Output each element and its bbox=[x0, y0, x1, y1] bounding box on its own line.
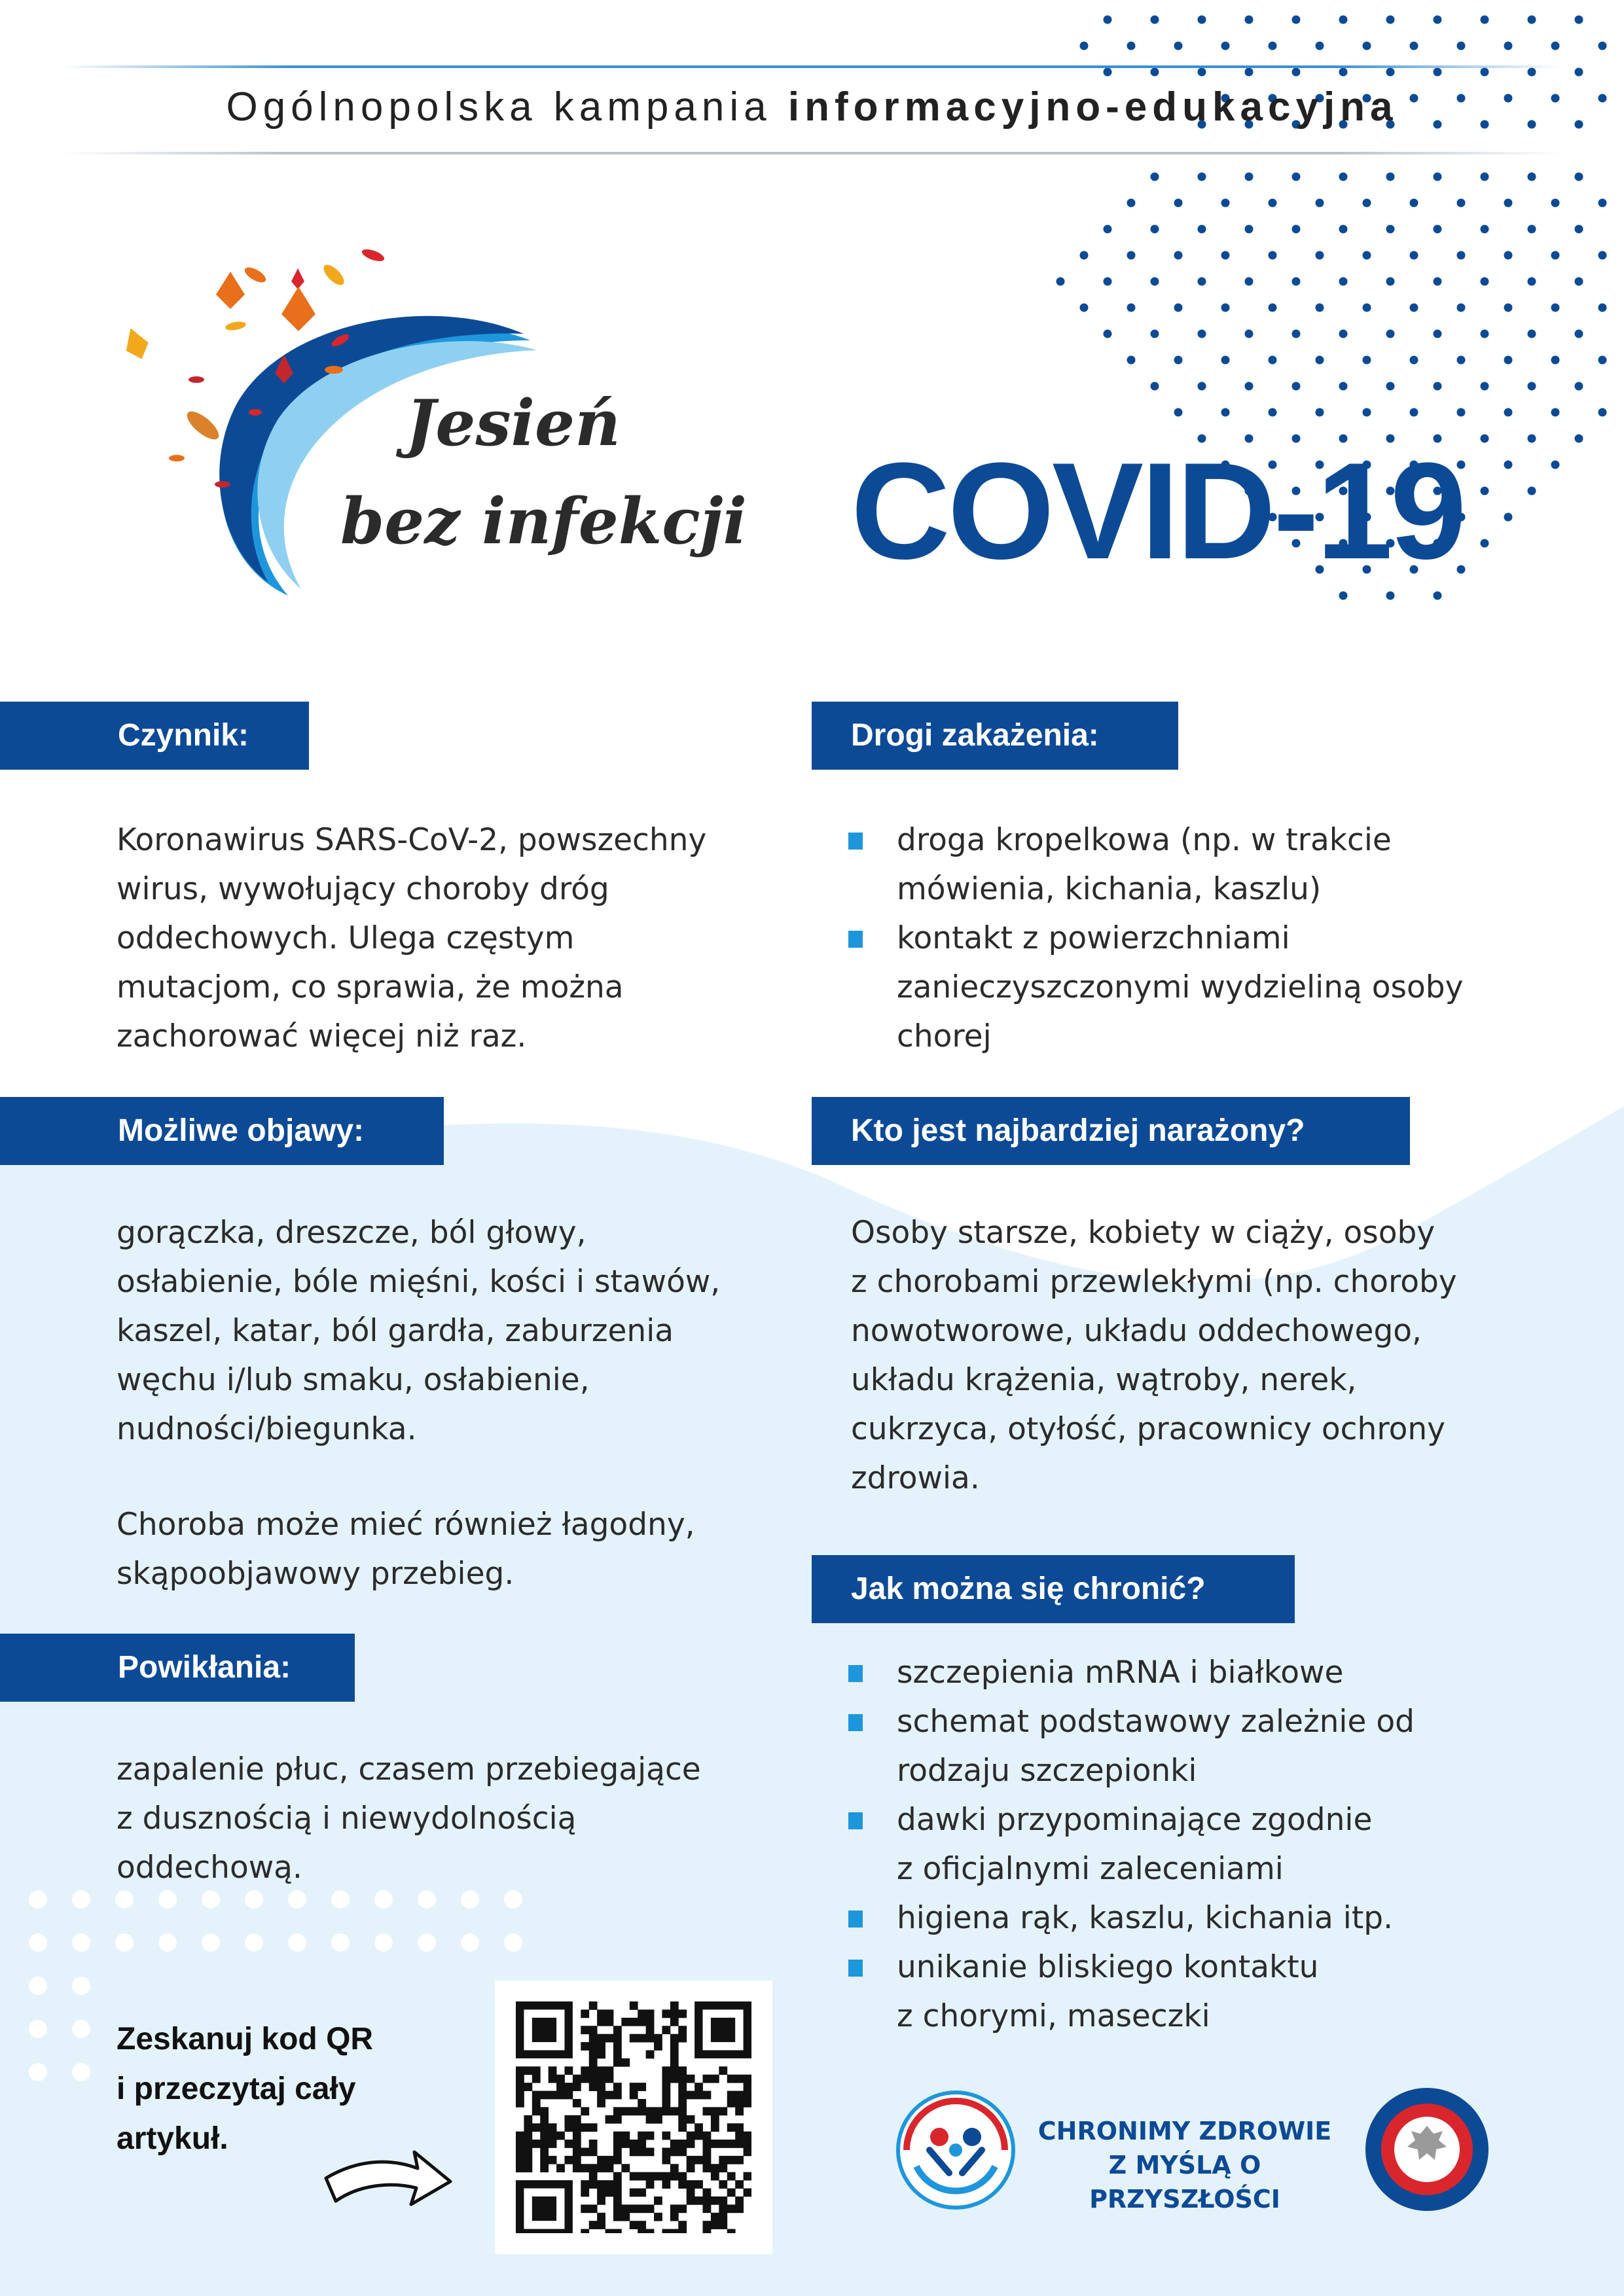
pattern-dot bbox=[1104, 225, 1112, 234]
pattern-dot bbox=[1198, 382, 1206, 391]
pattern-dot bbox=[1575, 330, 1583, 338]
pattern-dot bbox=[1127, 251, 1136, 260]
pattern-dot bbox=[1104, 330, 1112, 338]
pattern-dot bbox=[1551, 461, 1560, 469]
pattern-dot bbox=[1598, 251, 1607, 260]
pattern-dot bbox=[1174, 356, 1183, 365]
pattern-dot bbox=[1151, 382, 1159, 391]
pattern-dot bbox=[1575, 173, 1583, 181]
pattern-dot bbox=[1481, 278, 1489, 286]
pattern-dot bbox=[1339, 592, 1348, 600]
pattern-dot bbox=[1410, 251, 1418, 260]
pattern-dot bbox=[1481, 539, 1489, 548]
pattern-dot bbox=[1316, 42, 1324, 50]
footer-motto: CHRONIMY ZDROWIE Z MYŚLĄ O PRZYSZŁOŚCI bbox=[1038, 2117, 1332, 2214]
pattern-dot bbox=[1339, 173, 1348, 181]
pattern-dot bbox=[1151, 173, 1159, 181]
pattern-dot bbox=[1551, 42, 1560, 50]
pattern-dot bbox=[1457, 251, 1466, 260]
pattern-dot bbox=[1481, 68, 1489, 77]
pattern-dot bbox=[1481, 487, 1489, 495]
pattern-dot bbox=[1104, 68, 1112, 77]
pattern-dot bbox=[72, 2063, 90, 2081]
pattern-dot bbox=[1481, 173, 1489, 181]
pattern-dot bbox=[1221, 356, 1230, 365]
pattern-dot bbox=[1434, 16, 1442, 24]
czynnik-text: Koronawirus SARS-CoV-2, powszechny wirus, wywołujący choroby dróg oddechowych. Ulega częstym mutacjom, co sprawia, że można zachorować więcej niż raz. bbox=[117, 822, 707, 1054]
section-label-narazony: Kto jest najbardziej narażony? bbox=[812, 1097, 1410, 1165]
pattern-dot bbox=[461, 1890, 479, 1909]
pattern-dot bbox=[1292, 278, 1301, 286]
qr-code[interactable] bbox=[495, 1981, 772, 2254]
list-item bbox=[848, 914, 1463, 1061]
pattern-dot bbox=[1481, 330, 1489, 338]
pattern-dot bbox=[1198, 278, 1206, 286]
pattern-dot bbox=[1245, 330, 1254, 338]
pattern-dot bbox=[1434, 68, 1442, 77]
pattern-dot bbox=[1457, 356, 1466, 365]
bullet-square-icon bbox=[848, 1665, 863, 1682]
drogi-list bbox=[848, 816, 1463, 1061]
pattern-dot bbox=[1316, 304, 1324, 312]
pattern-dot bbox=[1316, 356, 1324, 365]
header-bottom-line bbox=[63, 152, 1562, 154]
pattern-dot bbox=[1528, 278, 1536, 286]
pattern-dot bbox=[158, 1933, 177, 1952]
pattern-dot bbox=[115, 1890, 134, 1909]
pattern-dot bbox=[72, 1933, 90, 1952]
pattern-dot bbox=[1339, 330, 1348, 338]
pattern-dot bbox=[1339, 278, 1348, 286]
pattern-dot bbox=[1080, 42, 1089, 50]
pattern-dot bbox=[1363, 251, 1371, 260]
bullet-square-icon bbox=[848, 931, 863, 948]
pattern-dot bbox=[29, 1890, 47, 1909]
pattern-dot bbox=[1410, 42, 1418, 50]
pattern-dot bbox=[1528, 68, 1536, 77]
pattern-dot bbox=[1269, 251, 1277, 260]
pattern-dot bbox=[1363, 408, 1371, 417]
pattern-dot bbox=[1316, 408, 1324, 417]
pattern-dot bbox=[288, 1890, 306, 1909]
pattern-dot bbox=[1598, 42, 1607, 50]
pattern-dot bbox=[1386, 382, 1395, 391]
pattern-dot bbox=[1528, 382, 1536, 391]
bullet-square-icon bbox=[848, 1812, 863, 1829]
pattern-dot bbox=[1221, 42, 1230, 50]
pattern-dot bbox=[1528, 225, 1536, 234]
pattern-dot bbox=[1339, 225, 1348, 234]
pattern-dot bbox=[1598, 408, 1607, 417]
pattern-dot bbox=[1221, 304, 1230, 312]
pattern-dot bbox=[1221, 251, 1230, 260]
pattern-dot bbox=[1504, 356, 1513, 365]
pattern-dot bbox=[1551, 199, 1560, 207]
pattern-dot bbox=[1292, 16, 1301, 24]
pattern-dot bbox=[1245, 382, 1254, 391]
pattern-dot bbox=[1339, 16, 1348, 24]
pattern-dot bbox=[1198, 225, 1206, 234]
chronic-list bbox=[848, 1648, 1415, 2041]
pattern-dot bbox=[72, 2020, 90, 2038]
pattern-dot bbox=[1316, 199, 1324, 207]
pattern-dot bbox=[1457, 42, 1466, 50]
pattern-dot bbox=[1575, 278, 1583, 286]
pattern-dot bbox=[1292, 382, 1301, 391]
pattern-dot bbox=[1575, 435, 1583, 443]
narazony-text: Osoby starsze, kobiety w ciąży, osoby z chorobami przewlekłymi (np. choroby nowotworowe, układu oddechowego, układu krążenia, wątroby, nerek, cukrzyca, otyłość, pracownicy ochrony zdrowia. bbox=[851, 1215, 1457, 1496]
pattern-dot bbox=[1221, 408, 1230, 417]
list-item bbox=[848, 816, 1463, 914]
arrow-right-icon bbox=[319, 2132, 457, 2211]
bullet-square-icon bbox=[848, 1910, 863, 1928]
pattern-dot bbox=[1198, 16, 1206, 24]
section-label-drogi: Drogi zakażenia: bbox=[812, 702, 1178, 770]
pattern-dot bbox=[1598, 199, 1607, 207]
pattern-dot bbox=[1434, 330, 1442, 338]
list-item bbox=[848, 1943, 1415, 2041]
list-item bbox=[848, 1697, 1415, 1795]
pattern-dot bbox=[1151, 278, 1159, 286]
pattern-dot bbox=[1198, 330, 1206, 338]
qr-call-to-action: Zeskanuj kod QR i przeczytaj cały artykuł. bbox=[117, 2022, 374, 2156]
pattern-dot bbox=[1386, 68, 1395, 77]
pattern-dot bbox=[1245, 278, 1254, 286]
logo-text-line2: bez infekcji bbox=[340, 484, 747, 558]
pattern-dot bbox=[29, 2020, 47, 2038]
bullet-square-icon bbox=[848, 1960, 863, 1977]
pattern-dot bbox=[245, 1933, 263, 1952]
pattern-dot bbox=[1127, 356, 1136, 365]
pattern-dot bbox=[1386, 592, 1395, 600]
pattern-dot bbox=[331, 1890, 350, 1909]
pattern-dot bbox=[158, 1890, 177, 1909]
pattern-dot bbox=[245, 1890, 263, 1909]
pattern-dot bbox=[461, 1933, 479, 1952]
pattern-dot bbox=[418, 1933, 436, 1952]
pattern-dot bbox=[1575, 225, 1583, 234]
pattern-dot bbox=[1339, 382, 1348, 391]
list-item bbox=[848, 1893, 1415, 1943]
pattern-dot bbox=[1504, 513, 1513, 522]
pattern-dot bbox=[1174, 304, 1183, 312]
page-title: COVID-19 bbox=[851, 434, 1464, 588]
pattern-dot bbox=[288, 1933, 306, 1952]
pattern-dot bbox=[1528, 16, 1536, 24]
pattern-dot bbox=[1410, 356, 1418, 365]
pattern-dot bbox=[1481, 435, 1489, 443]
pattern-dot bbox=[1504, 251, 1513, 260]
pattern-dot bbox=[29, 1933, 47, 1952]
logo-text-line1: Jesień bbox=[406, 386, 621, 460]
pattern-dot bbox=[1504, 199, 1513, 207]
pattern-dot bbox=[1434, 278, 1442, 286]
objawy-text: gorączka, dreszcze, ból głowy, osłabienie, bóle mięśni, kości i stawów, kaszel, katar, ból gardła, zaburzenia węchu i/lub smaku, osłabienie, nudności/biegunka. bbox=[117, 1215, 721, 1447]
section-label-powiklania: Powikłania: bbox=[0, 1634, 355, 1702]
pattern-dot bbox=[1504, 461, 1513, 469]
pattern-dot bbox=[1056, 278, 1065, 286]
pattern-dot bbox=[29, 1977, 47, 1995]
pattern-dot bbox=[1434, 173, 1442, 181]
powiklania-text: zapalenie płuc, czasem przebiegające z dusznością i niewydolnością oddechową. bbox=[117, 1751, 701, 1886]
pattern-dot bbox=[1151, 68, 1159, 77]
pattern-dot bbox=[1221, 199, 1230, 207]
pattern-dot bbox=[1481, 382, 1489, 391]
pattern-dot bbox=[1457, 304, 1466, 312]
pattern-dot bbox=[418, 1890, 436, 1909]
pattern-dot bbox=[1269, 408, 1277, 417]
state-sanitary-inspection-seal-icon bbox=[1363, 2085, 1491, 2214]
pattern-dot bbox=[115, 1933, 134, 1952]
pattern-dot bbox=[1575, 16, 1583, 24]
pattern-dot bbox=[1410, 199, 1418, 207]
list-item-text: droga kropelkowa (np. w trakcie mówienia, kichania, kaszlu) bbox=[897, 822, 1392, 907]
pattern-dot bbox=[1245, 68, 1254, 77]
list-item-text: unikanie bliskiego kontaktu z chorymi, maseczki bbox=[897, 1949, 1319, 2034]
qr-code-icon bbox=[516, 2001, 751, 2233]
pattern-dot bbox=[1457, 408, 1466, 417]
pattern-dot bbox=[1198, 173, 1206, 181]
pattern-dot bbox=[1174, 408, 1183, 417]
list-item-text: higiena rąk, kaszlu, kichania itp. bbox=[897, 1900, 1394, 1936]
chronimy-zdrowie-logo-icon bbox=[893, 2088, 1018, 2212]
pattern-dot bbox=[1174, 251, 1183, 260]
pattern-dot bbox=[202, 1890, 220, 1909]
pattern-dot bbox=[1151, 225, 1159, 234]
pattern-dot bbox=[1127, 42, 1136, 50]
pattern-dot bbox=[1528, 487, 1536, 495]
pattern-dot bbox=[1410, 408, 1418, 417]
pattern-dot bbox=[1528, 173, 1536, 181]
list-item bbox=[848, 1795, 1415, 1893]
pattern-dot bbox=[1457, 199, 1466, 207]
pattern-dot bbox=[1316, 251, 1324, 260]
pattern-dot bbox=[1551, 408, 1560, 417]
pattern-dot bbox=[72, 1977, 90, 1995]
bullet-square-icon bbox=[848, 833, 863, 850]
pattern-dot bbox=[1481, 225, 1489, 234]
pattern-dot bbox=[1080, 304, 1089, 312]
pattern-dot bbox=[1104, 16, 1112, 24]
pattern-dot bbox=[1174, 42, 1183, 50]
pattern-dot bbox=[1292, 173, 1301, 181]
pattern-dot bbox=[1151, 330, 1159, 338]
pattern-dot bbox=[504, 1933, 522, 1952]
pattern-dot bbox=[1551, 251, 1560, 260]
pattern-dot bbox=[1292, 330, 1301, 338]
pattern-dot bbox=[72, 1890, 90, 1909]
pattern-dot bbox=[1198, 68, 1206, 77]
pattern-dot bbox=[1245, 225, 1254, 234]
pattern-dot bbox=[202, 1933, 220, 1952]
pattern-dot bbox=[1363, 199, 1371, 207]
pattern-dot bbox=[1551, 356, 1560, 365]
objawy-note: Choroba może mieć również łagodny, skąpoobjawowy przebieg. bbox=[117, 1507, 695, 1592]
pattern-dot bbox=[1363, 304, 1371, 312]
pattern-dot bbox=[504, 1890, 522, 1909]
campaign-heading-bold: informacyjno-edukacyjna bbox=[787, 84, 1398, 130]
pattern-dot bbox=[1434, 225, 1442, 234]
list-item-text: kontakt z powierzchniami zanieczyszczonymi wydzieliną osoby chorej bbox=[897, 920, 1464, 1054]
pattern-dot bbox=[1363, 356, 1371, 365]
pattern-dot bbox=[1386, 225, 1395, 234]
pattern-dot bbox=[1575, 68, 1583, 77]
pattern-dot bbox=[1575, 382, 1583, 391]
pattern-dot bbox=[1104, 278, 1112, 286]
pattern-dot bbox=[1434, 382, 1442, 391]
pattern-dot bbox=[1504, 42, 1513, 50]
list-item bbox=[848, 1648, 1415, 1697]
pattern-dot bbox=[331, 1933, 350, 1952]
campaign-heading bbox=[0, 84, 1624, 130]
pattern-dot bbox=[1269, 304, 1277, 312]
pattern-dot bbox=[1410, 304, 1418, 312]
list-item-text: schemat podstawowy zależnie od rodzaju szczepionki bbox=[897, 1704, 1415, 1789]
pattern-dot bbox=[1386, 173, 1395, 181]
pattern-dot bbox=[1151, 16, 1159, 24]
list-item-text: szczepienia mRNA i białkowe bbox=[897, 1655, 1344, 1691]
pattern-dot bbox=[1292, 68, 1301, 77]
section-label-chronic: Jak można się chronić? bbox=[812, 1555, 1295, 1623]
pattern-dot bbox=[1598, 304, 1607, 312]
pattern-dot bbox=[1339, 68, 1348, 77]
pattern-dot bbox=[1245, 16, 1254, 24]
pattern-dot bbox=[1292, 225, 1301, 234]
pattern-dot bbox=[1386, 16, 1395, 24]
pattern-dot bbox=[1528, 330, 1536, 338]
pattern-dot bbox=[1269, 199, 1277, 207]
section-label-czynnik: Czynnik: bbox=[0, 702, 309, 770]
pattern-dot bbox=[374, 1933, 393, 1952]
pattern-dot bbox=[1174, 199, 1183, 207]
pattern-dot bbox=[1434, 592, 1442, 600]
bullet-square-icon bbox=[848, 1714, 863, 1731]
section-label-objawy: Możliwe objawy: bbox=[0, 1097, 444, 1165]
pattern-dot bbox=[1363, 42, 1371, 50]
pattern-dot bbox=[1269, 42, 1277, 50]
pattern-dot bbox=[1598, 356, 1607, 365]
list-item-text: dawki przypominające zgodnie z oficjalnymi zaleceniami bbox=[897, 1802, 1373, 1887]
pattern-dot bbox=[29, 2063, 47, 2081]
pattern-dot bbox=[1386, 278, 1395, 286]
pattern-dot bbox=[1269, 356, 1277, 365]
pattern-dot bbox=[1386, 330, 1395, 338]
pattern-dot bbox=[1528, 435, 1536, 443]
pattern-dot bbox=[1504, 304, 1513, 312]
pattern-dot bbox=[1551, 304, 1560, 312]
pattern-dot bbox=[1245, 173, 1254, 181]
header-top-line bbox=[63, 65, 1562, 68]
pattern-dot bbox=[374, 1890, 393, 1909]
pattern-dot bbox=[1127, 199, 1136, 207]
pattern-dot bbox=[1080, 251, 1089, 260]
pattern-dot bbox=[1504, 408, 1513, 417]
pattern-dot bbox=[1127, 304, 1136, 312]
campaign-heading-regular: Ogólnopolska kampania bbox=[226, 84, 788, 130]
pattern-dot bbox=[1481, 16, 1489, 24]
